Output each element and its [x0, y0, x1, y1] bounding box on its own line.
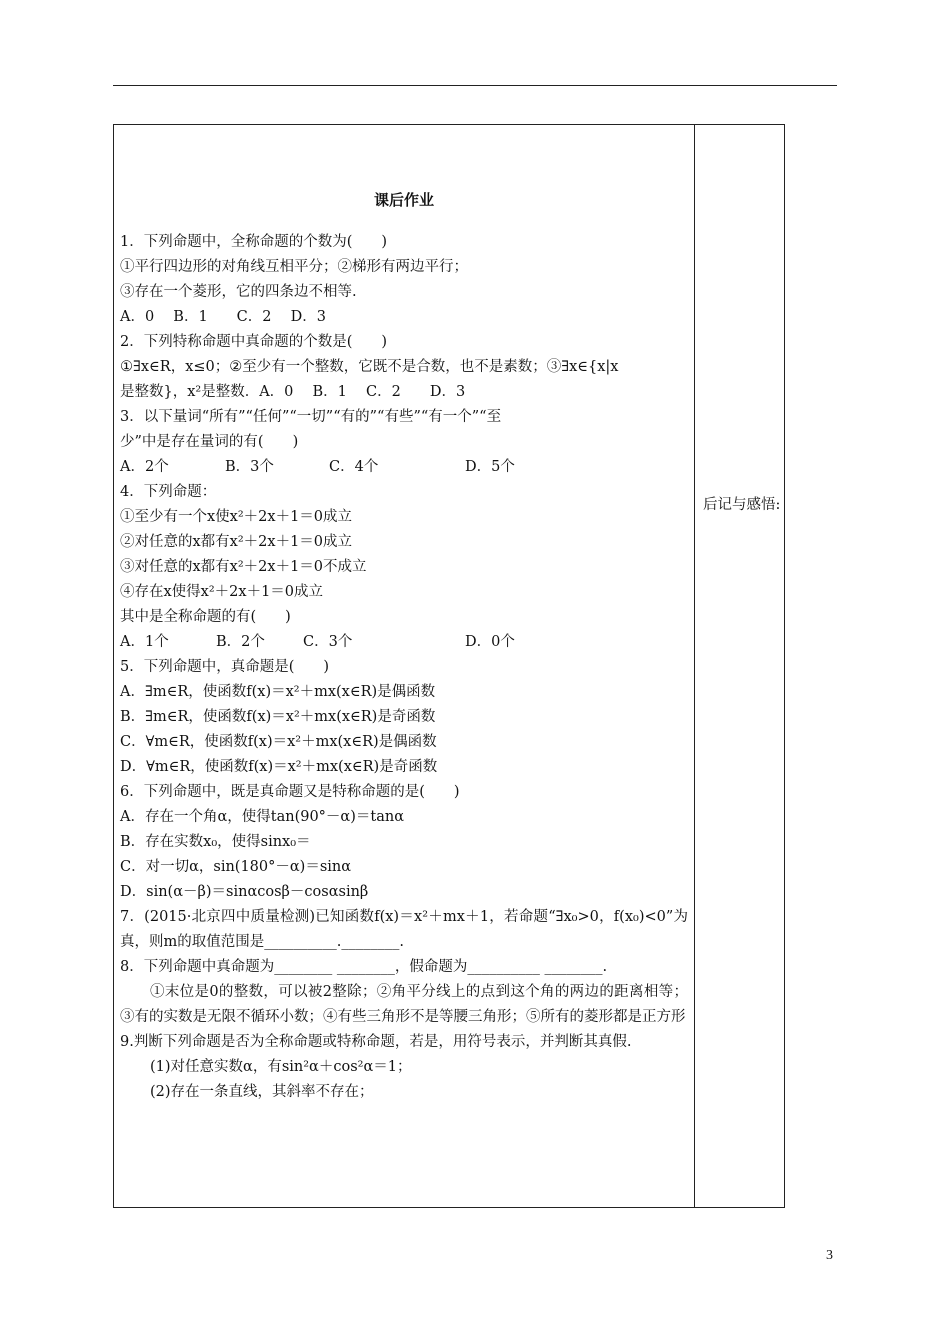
question-9: 9.判断下列命题是否为全称命题或特称命题，若是，用符号表示，并判断其真假. — [120, 1034, 632, 1050]
text-line: ①∃x∈R，x≤0；②至少有一个整数，它既不是合数，也不是素数；③∃x∈{x|x — [120, 359, 619, 375]
text-line: A．∃m∈R，使函数f(x)＝x²＋mx(x∈R)是偶函数 — [120, 684, 436, 700]
option-d: D．0个 — [465, 634, 515, 650]
text-line: D．∀m∈R，使函数f(x)＝x²＋mx(x∈R)是奇函数 — [120, 759, 438, 775]
question-7: 7．(2015·北京四中质量检测)已知函数f(x)＝x²＋mx＋1，若命题“∃x₀>0，f(x₀)<0”为真，则m的取值范围是__________.________. — [120, 909, 688, 950]
question-8-body: ①末位是0的整数，可以被2整除；②角平分线上的点到这个角的两边的距离相等；③有的实数是无限不循环小数；④有些三角形不是等腰三角形；⑤所有的菱形都是正方形 — [120, 984, 688, 1025]
text-line: 5．下列命题中，真命题是( ) — [120, 659, 330, 675]
option-a: A．2个 — [120, 459, 169, 475]
text-line: ①至少有一个x使x²＋2x＋1＝0成立 — [120, 509, 353, 525]
text-line: (2)存在一条直线，其斜率不存在； — [150, 1084, 374, 1100]
text-line: 其中是全称命题的有( ) — [120, 609, 291, 625]
section-title: 课后作业 — [373, 191, 434, 209]
question-8: 8．下列命题中真命题为________ ________，假命题为__________ ________. — [120, 959, 608, 975]
option-c: C．4个 — [329, 459, 379, 475]
text-line: B．存在实数x₀，使得sinx₀＝ — [120, 834, 311, 850]
text-line: 是整数}，x²是整数．A．0 B．1 C．2 D．3 — [120, 384, 466, 400]
text-line: (1)对任意实数α，有sin²α＋cos²α＝1； — [150, 1059, 412, 1075]
text-line: A．0 B．1 C．2 D．3 — [120, 309, 326, 325]
option-c: C．3个 — [303, 634, 353, 650]
option-d: D．5个 — [465, 459, 515, 475]
text-line: ③对任意的x都有x²＋2x＋1＝0不成立 — [120, 559, 367, 575]
text-line: 2．下列特称命题中真命题的个数是( ) — [120, 334, 388, 350]
text-line: B．∃m∈R，使函数f(x)＝x²＋mx(x∈R)是奇函数 — [120, 709, 436, 725]
text-line: C．对一切α，sin(180°－α)＝sinα — [120, 859, 352, 875]
text-line: D．sin(α－β)＝sinαcosβ－cosαsinβ — [120, 884, 369, 900]
text-line: ①平行四边形的对角线互相平分；②梯形有两边平行； — [120, 259, 468, 275]
page-number: 3 — [826, 1248, 833, 1263]
column-divider — [694, 124, 695, 1208]
homework-content — [120, 188, 688, 1105]
text-line: C．∀m∈R，使函数f(x)＝x²＋mx(x∈R)是偶函数 — [120, 734, 437, 750]
q3-options — [120, 455, 688, 480]
option-b: B．2个 — [216, 634, 265, 650]
text-line: A．存在一个角α，使得tan(90°－α)＝tanα — [120, 809, 404, 825]
text-line: 4．下列命题： — [120, 484, 217, 500]
text-line: ③存在一个菱形，它的四条边不相等. — [120, 284, 357, 300]
q4-options — [120, 630, 688, 655]
option-a: A．1个 — [120, 634, 169, 650]
text-line: 3．以下量词“所有”“任何”“一切”“有的”“有些”“有一个”“至 — [120, 409, 502, 425]
text-line: 1．下列命题中，全称命题的个数为( ) — [120, 234, 388, 250]
option-b: B．3个 — [225, 459, 274, 475]
side-note: 后记与感悟: — [703, 497, 781, 513]
text-line: ②对任意的x都有x²＋2x＋1＝0成立 — [120, 534, 353, 550]
text-line: 6．下列命题中，既是真命题又是特称命题的是( ) — [120, 784, 460, 800]
text-line: 少”中是存在量词的有( ) — [120, 434, 299, 450]
header-rule — [113, 85, 837, 86]
text-line: ④存在x使得x²＋2x＋1＝0成立 — [120, 584, 324, 600]
